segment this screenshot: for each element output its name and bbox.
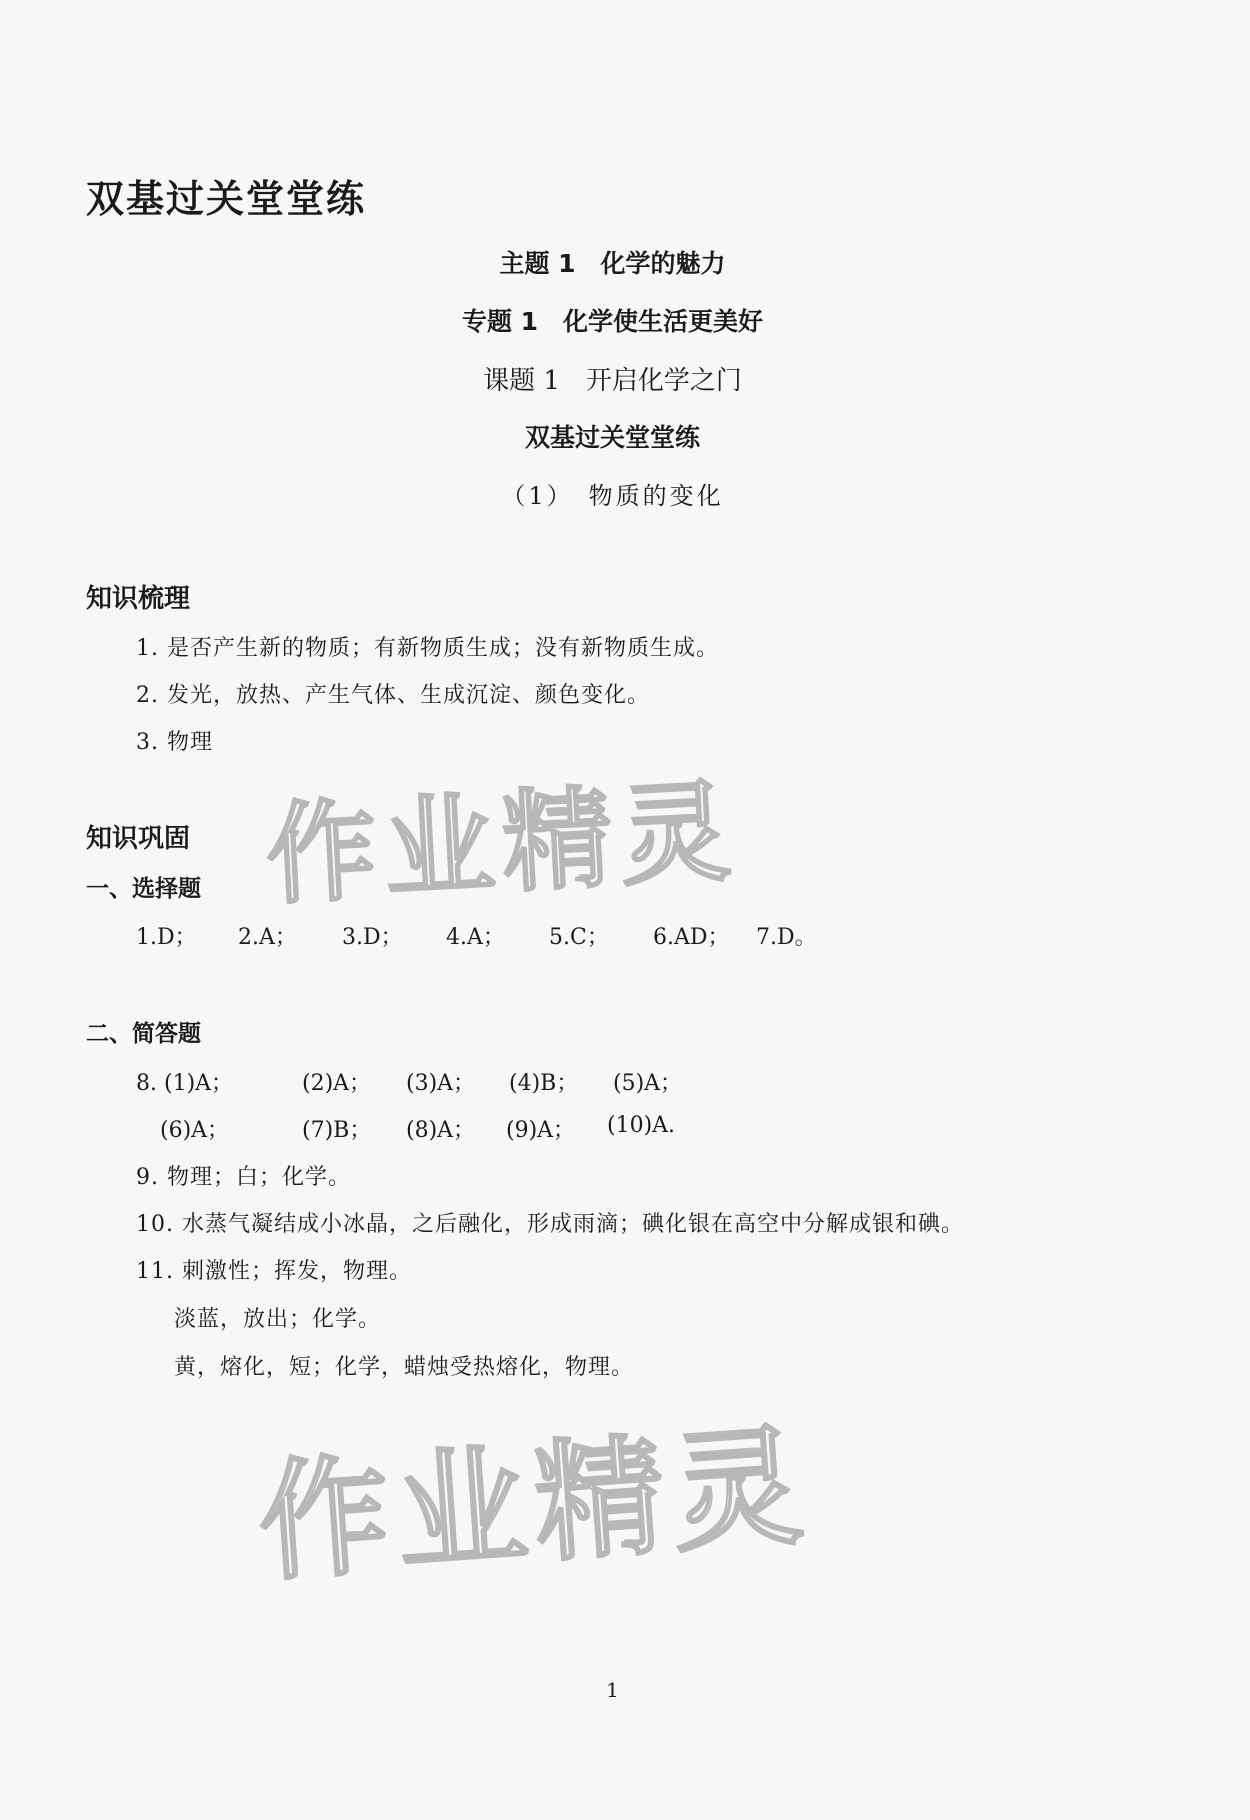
choice-answer-4: 4.A； [446,925,505,950]
watermark-bottom: 作业精灵 [253,1409,816,1600]
q8-answer-10: (10)A. [607,1113,676,1138]
choice-heading: 一、选择题 [86,876,201,902]
short-answer-heading: 二、简答题 [86,1021,201,1047]
choice-answer-5: 5.C； [549,925,609,950]
q11-answer-line-3: 黄，熔化，短；化学，蜡烛受热熔化，物理。 [174,1355,635,1380]
q8-answer-3: (3)A； [406,1071,476,1096]
choice-answer-3: 3.D； [342,925,403,950]
knowledge-review-heading: 知识梳理 [86,584,191,614]
q10-answer: 10. 水蒸气凝结成小冰晶，之后融化，形成雨滴；碘化银在高空中分解成银和碘。 [136,1212,964,1237]
q11-answer-line-2: 淡蓝，放出；化学。 [174,1307,382,1332]
watermark-top: 作业精灵 [263,767,742,920]
q8-answer-6: (6)A； [160,1118,230,1143]
q11-answer: 11. 刺激性；挥发，物理。 [136,1259,412,1284]
choice-answer-1: 1.D； [136,925,197,950]
lesson-title: 课题 1 开启化学之门 [483,366,742,396]
book-title: 双基过关堂堂练 [86,177,367,221]
page-number: 1 [606,1678,619,1702]
section-title: （1） 物质的变化 [501,482,724,510]
theme-title: 主题 1 化学的魅力 [499,249,726,278]
review-item-3: 3. 物理 [136,730,213,755]
q8-answer-4: (4)B； [509,1071,579,1096]
q8-answer-8: (8)A； [406,1118,476,1143]
topic-title: 专题 1 化学使生活更美好 [461,307,764,336]
choice-answer-2: 2.A； [238,925,297,950]
q8-answer-2: (2)A； [302,1071,372,1096]
q8-answer-7: (7)B； [302,1118,372,1143]
q8-answer-5: (5)A； [613,1071,683,1096]
choice-answer-6: 6.AD； [653,925,730,950]
q8-answer-9: (9)A； [506,1118,576,1143]
review-item-1: 1. 是否产生新的物质；有新物质生成；没有新物质生成。 [136,636,719,661]
q8-answer-1: 8. (1)A； [136,1071,234,1096]
choice-answer-7: 7.D。 [756,925,817,950]
practice-title: 双基过关堂堂练 [524,423,700,452]
knowledge-consolidation-heading: 知识巩固 [86,824,191,854]
q9-answer: 9. 物理；白；化学。 [136,1165,351,1190]
review-item-2: 2. 发光，放热、产生气体、生成沉淀、颜色变化。 [136,683,650,708]
